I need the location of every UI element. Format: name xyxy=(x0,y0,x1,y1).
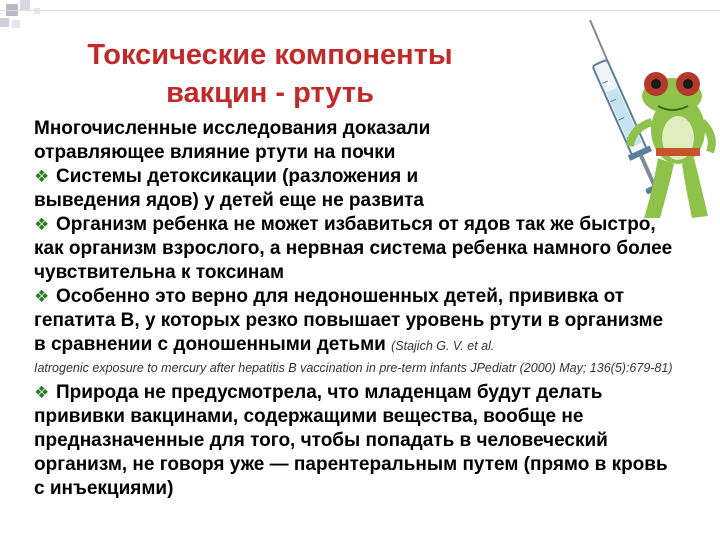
checkmark-bullet-icon: ❖ xyxy=(34,167,50,187)
checkmark-bullet-icon: ❖ xyxy=(34,383,50,403)
bullet-text-3: Особенно это верно для недоношенных детей, прививка от гепатита В, у которых резко повышает уровень ртути в организме в сравнении с доношенными детьми xyxy=(34,286,664,355)
title-line-1: Токсические компоненты xyxy=(87,39,453,71)
bullet-text-4: Природа не предусмотрела, что младенцам будут делать прививки вакцинами, содержащими вещества, вообще не предназначенные для того, чтобы попадать в человеческий организм, не говоря уже — парентеральным путем (прямо в кровь с инъекциями) xyxy=(34,382,668,499)
slide-body xyxy=(34,117,674,501)
bullet-item-3 xyxy=(34,285,674,358)
bullet-item-2 xyxy=(34,213,674,285)
checkmark-bullet-icon: ❖ xyxy=(34,215,50,235)
bullet-text-1: Системы детоксикации (разложения и выведения ядов) у детей еще не развита xyxy=(34,166,424,211)
reference-citation: Iatrogenic exposure to mercury after hepatitis B vaccination in pre-term infants JPediatr (2000) May; 136(5):679-81) xyxy=(34,361,673,375)
bullet-item-1 xyxy=(34,165,474,213)
checkmark-bullet-icon: ❖ xyxy=(34,287,50,307)
slide-title xyxy=(50,36,490,112)
intro-paragraph: Многочисленные исследования доказали отравляющее влияние ртути на почки xyxy=(34,118,431,163)
bullet-item-4 xyxy=(34,381,674,501)
bullet-text-2: Организм ребенка не может избавиться от ядов так же быстро, как организм взрослого, а нервная система ребенка намного более чувствительна к токсинам xyxy=(34,214,673,283)
title-line-2: вакцин - ртуть xyxy=(166,77,374,109)
header-divider xyxy=(0,10,720,11)
inline-citation: (Stajich G. V. et al. xyxy=(391,339,495,353)
